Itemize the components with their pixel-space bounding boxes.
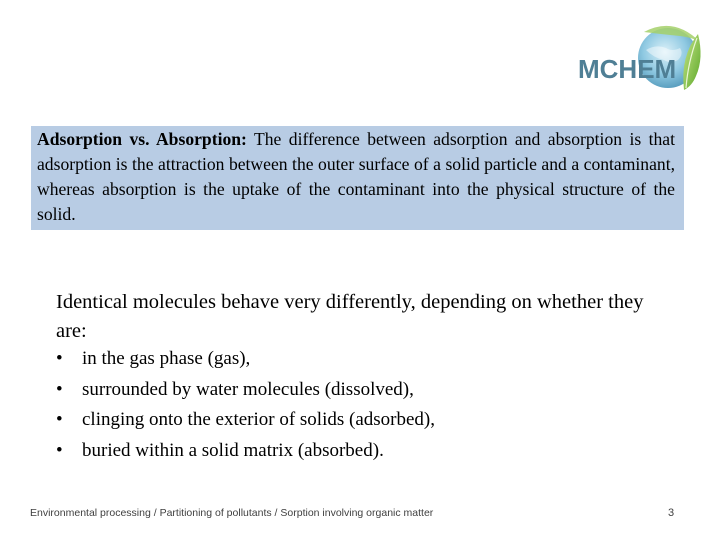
- list-item-text: clinging onto the exterior of solids (adsorbed),: [82, 409, 436, 430]
- definition-box: [31, 126, 684, 230]
- intro-text: Identical molecules behave very differently, depending on whether they are:: [56, 291, 644, 342]
- list-item-text: buried within a solid matrix (absorbed).: [82, 439, 384, 461]
- list-item: [56, 375, 616, 406]
- definition-term: Adsorption vs. Absorption:: [37, 129, 247, 149]
- bullet-list: [56, 344, 616, 466]
- bullet-icon: •: [56, 409, 63, 430]
- mchem-logo: [576, 18, 704, 100]
- list-item: [56, 436, 616, 467]
- bullet-icon: •: [56, 378, 63, 400]
- list-item: [56, 344, 616, 375]
- list-item: [56, 405, 616, 436]
- list-item-text: surrounded by water molecules (dissolved),: [82, 378, 414, 400]
- page-number: 3: [668, 507, 675, 519]
- bullet-icon: •: [56, 348, 63, 369]
- logo-text: MCHEM: [578, 54, 677, 84]
- bullet-icon: •: [56, 439, 63, 461]
- footer-text: Environmental processing / Partitioning of pollutants / Sorption involving organic matter: [30, 507, 434, 519]
- list-item-text: in the gas phase (gas),: [82, 348, 251, 369]
- definition-text: The difference between adsorption and absorption is that adsorption is the attraction between the outer surface of a solid particle and a contaminant, whereas absorption is the uptake of the contaminant into the physical structure of the solid.: [37, 129, 676, 224]
